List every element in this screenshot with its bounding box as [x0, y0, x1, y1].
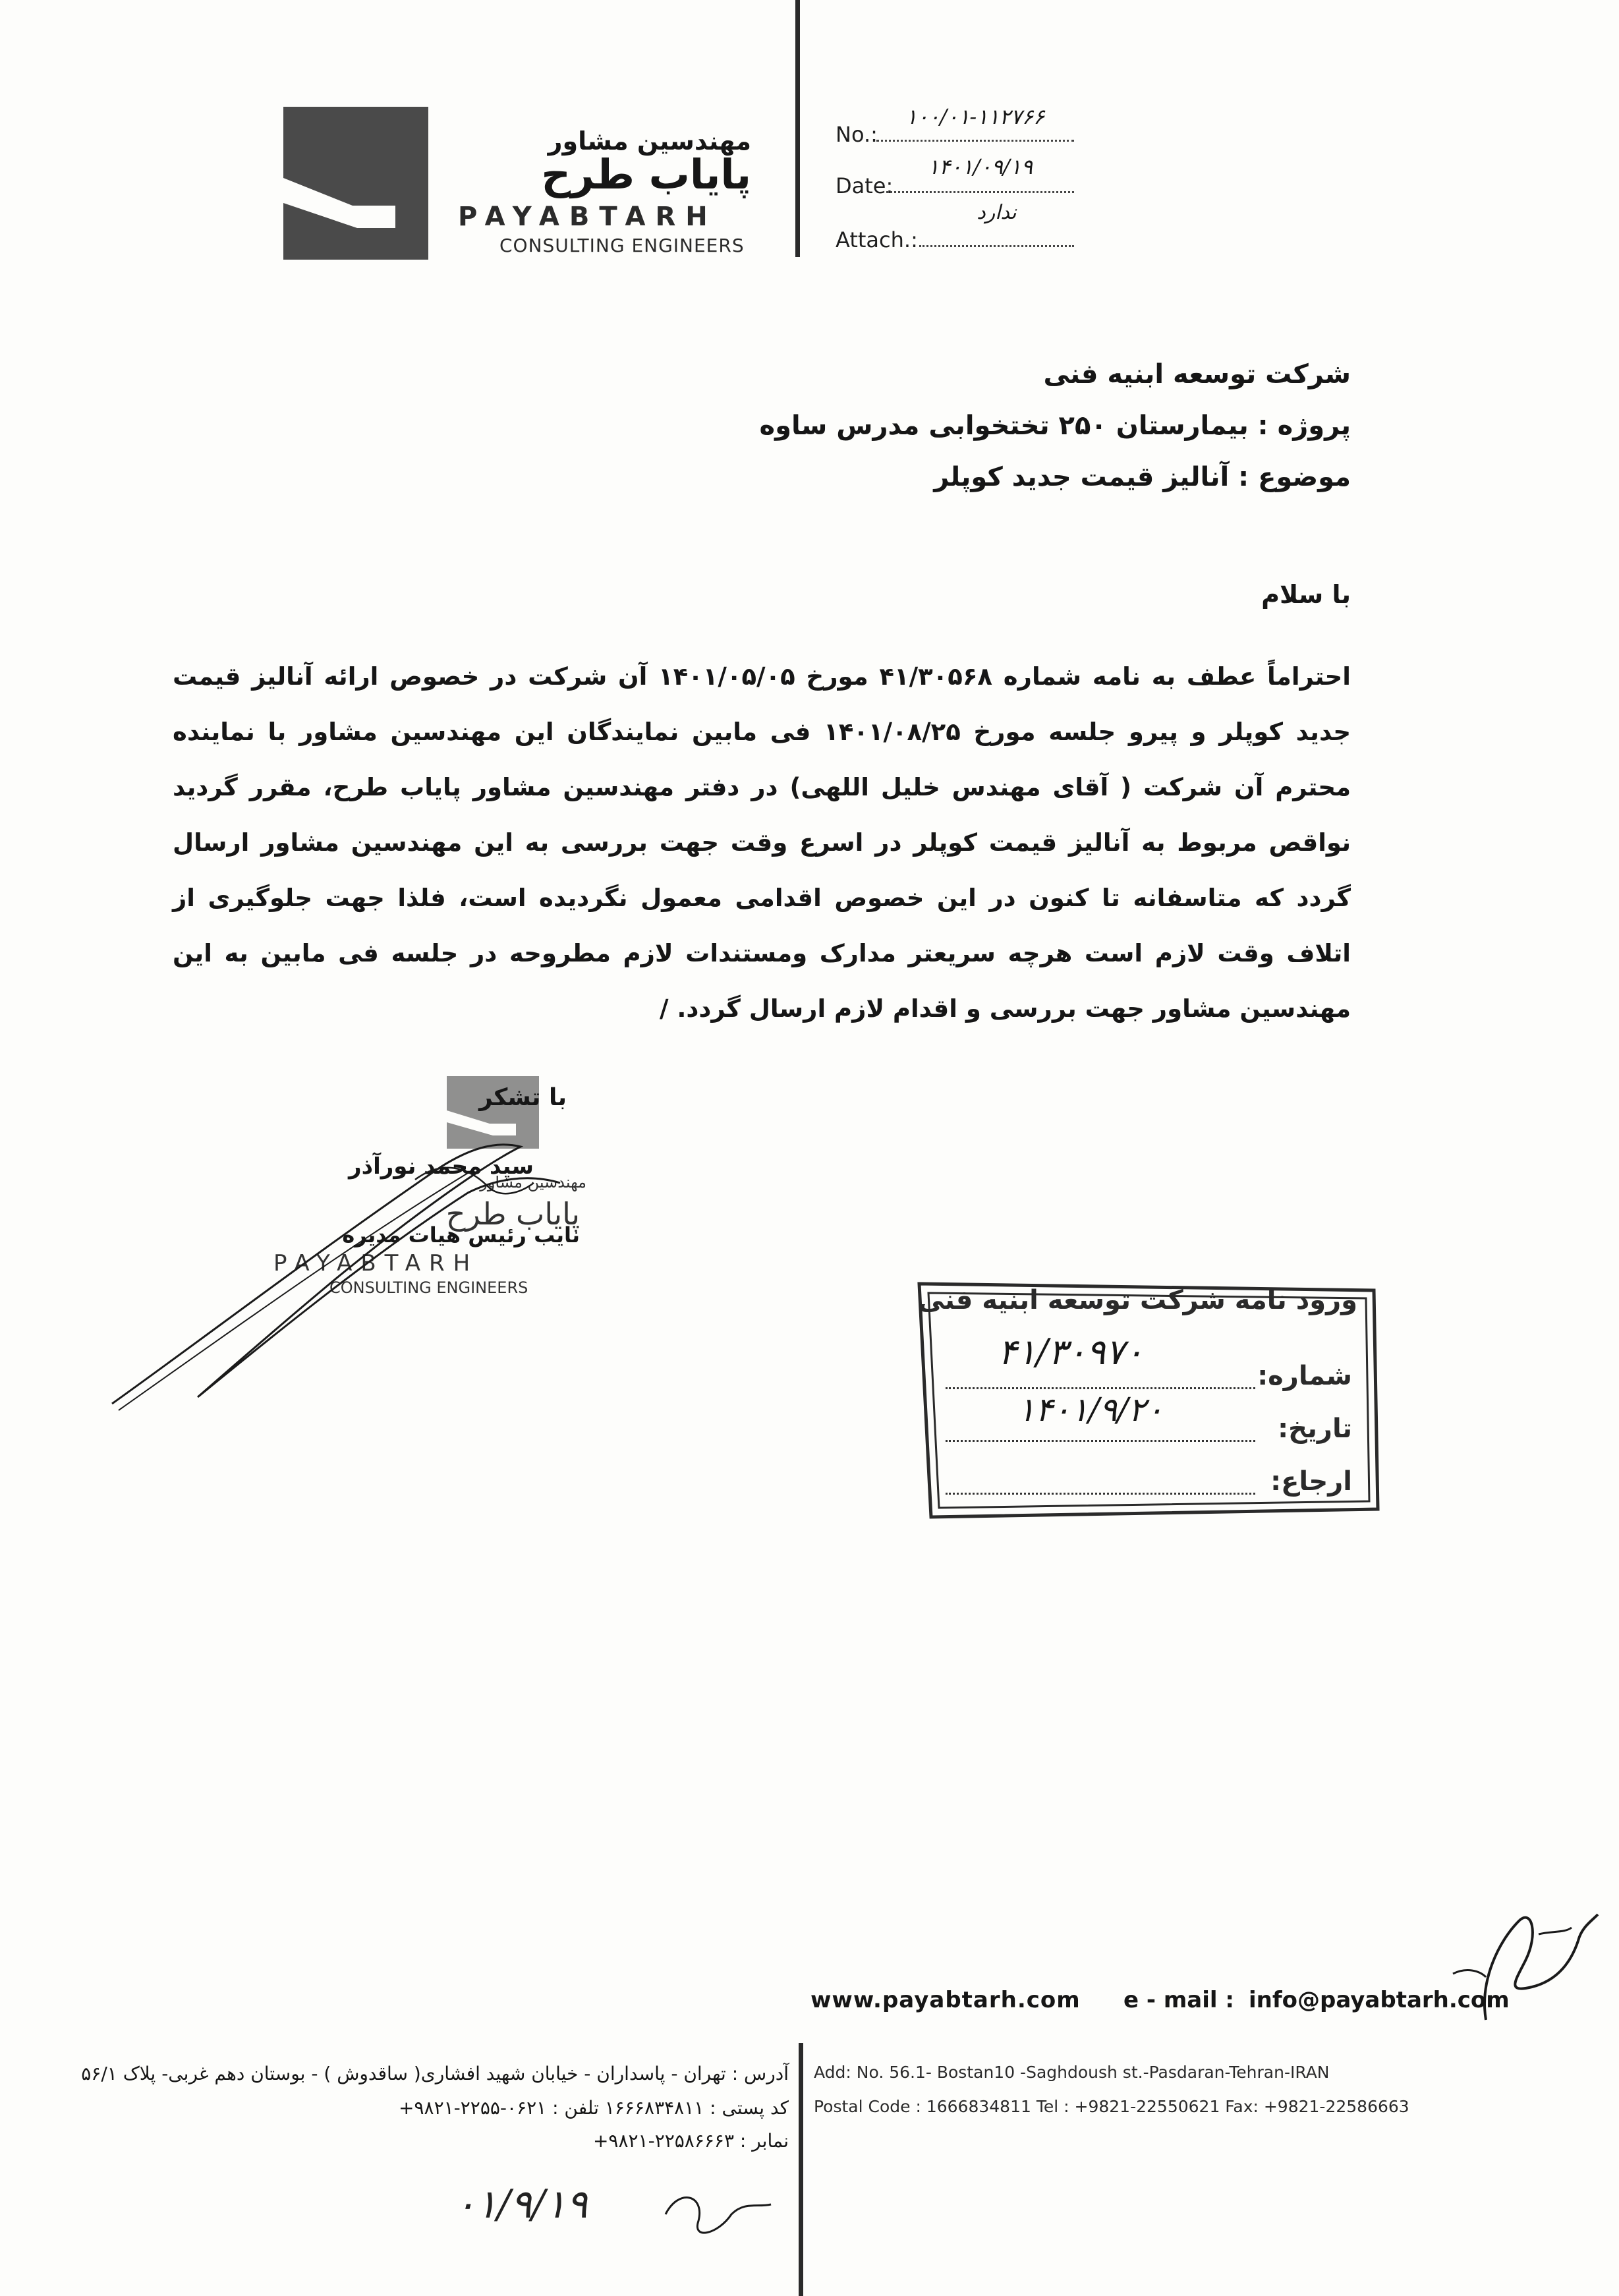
received-stamp [913, 1272, 1384, 1522]
english-postal-phone-fax: Postal Code : 1666834811 Tel : +9821-22550621 Fax: +9821-22586663 [814, 2097, 1409, 2116]
english-address: Add: No. 56.1- Bostan10 -Saghdoush st.-Pasdaran-Tehran-IRAN [814, 2063, 1330, 2082]
header-divider [795, 0, 800, 257]
logo-english-name: PAYABTARH [458, 202, 718, 232]
stamp-persian-name: پایاب طرح [445, 1196, 580, 1232]
addressee-company: شرکت توسعه ابنیه فنی [1043, 359, 1351, 389]
letter-number-line [876, 140, 1074, 142]
website: www.payabtarh.com [810, 1987, 1081, 2013]
received-number-label: شماره: [1257, 1361, 1352, 1391]
stamp-persian-subtitle: مهندسین مشاور [480, 1173, 586, 1191]
addressee-subject: موضوع : آنالیز قیمت جدید کوپلر [934, 462, 1351, 492]
received-stamp-title: ورود نامه شرکت توسعه ابنیه فنی [918, 1285, 1357, 1315]
letter-number-label: No.: [836, 122, 878, 147]
email: info@payabtarh.com [1249, 1987, 1510, 2013]
greeting: با سلام [1261, 580, 1351, 609]
attachment-value: ندارد [977, 201, 1017, 224]
persian-postal-phone: کد پستی : ۱۶۶۶۸۳۴۸۱۱ تلفن : ۰۶۲۱-۲۲۵۵-۹۸۲۱+ [399, 2097, 789, 2119]
letter-number-value: ۱۰۰/۰۱-۱۱۲۷۶۶ [905, 104, 1045, 129]
received-referral-line [946, 1493, 1255, 1495]
received-date-label: تاریخ: [1278, 1414, 1352, 1444]
persian-address: آدرس : تهران - پاسداران - خیابان شهید افشاری( ساقدوش ) - بوستان دهم غربی- پلاک ۵۶/۱ [81, 2063, 789, 2084]
email-label: e - mail : [1123, 1987, 1234, 2013]
received-number-line [946, 1387, 1255, 1389]
letter-body: احتراماً عطف به نامه شماره ۴۱/۳۰۵۶۸ مورخ ۱۴۰۱/۰۵/۰۵ آن شرکت در خصوص ارائه آنالیز قیمت جدید کوپلر و پیرو جلسه مورخ ۱۴۰۱/۰۸/۲۵ فی مابین نمایندگان این مهندسین مشاور با نماینده محترم آن شرکت ( آقای مهندس خلیل اللهی) در دفتر مهندسین مشاور پایاب طرح، مقرر گردید نواقص مربوط به آنالیز قیمت کوپلر در اسرع وقت جهت بررسی به این مهندسین مشاور ارسال گردد که متاسفانه تا کنون در این خصوص اقدامی معمول نگردیده است، فلذا جهت جلوگیری از اتلاف وقت لازم است هرچه سریعتر مدارک ومستندات لازم مطروحه در جلسه فی مابین به این مهندسین مشاور جهت بررسی و اقدام لازم ارسال گردد. / [173, 662, 1351, 1023]
signer-name: سید محمد نورآذر [349, 1153, 534, 1180]
signature-icon [99, 1120, 600, 1430]
logo-persian-subtitle: مهندسین مشاور [548, 127, 751, 156]
logo-persian-name: پایاب طرح [541, 150, 751, 198]
attachment-line [919, 245, 1074, 247]
received-number-value: ۴۱/۳۰۹۷۰ [998, 1331, 1144, 1373]
letter-date-value: ۱۴۰۱/۰۹/۱۹ [927, 154, 1033, 179]
received-date-line [946, 1440, 1255, 1442]
footer-divider [799, 2043, 803, 2296]
received-referral-label: ارجاع: [1270, 1466, 1352, 1497]
persian-fax: نمابر : ۲۲۵۸۶۶۶۳-۹۸۲۱+ [592, 2130, 789, 2152]
stamp-english-subtitle: CONSULTING ENGINEERS [329, 1278, 528, 1297]
addressee-project: پروژه : بیمارستان ۲۵۰ تختخوابی مدرس ساوه [759, 411, 1351, 441]
received-date-value: ۱۴۰۱/۹/۲۰ [1017, 1391, 1164, 1429]
handwritten-date-note: ۰۱/۹/۱۹ [455, 2181, 588, 2227]
closing-thanks: با تشکر [478, 1084, 567, 1111]
attachment-label: Attach.: [836, 227, 918, 252]
letter-date-line [886, 191, 1074, 193]
logo-english-subtitle: CONSULTING ENGINEERS [499, 235, 745, 256]
handwritten-initials-icon [494, 2175, 778, 2254]
payabtarh-logo-icon [283, 107, 428, 260]
letter-date-label: Date: [836, 173, 894, 198]
stamp-english-name: PAYABTARH [273, 1250, 479, 1277]
signer-title: نایب رئیس هیات مدیره [342, 1222, 580, 1248]
